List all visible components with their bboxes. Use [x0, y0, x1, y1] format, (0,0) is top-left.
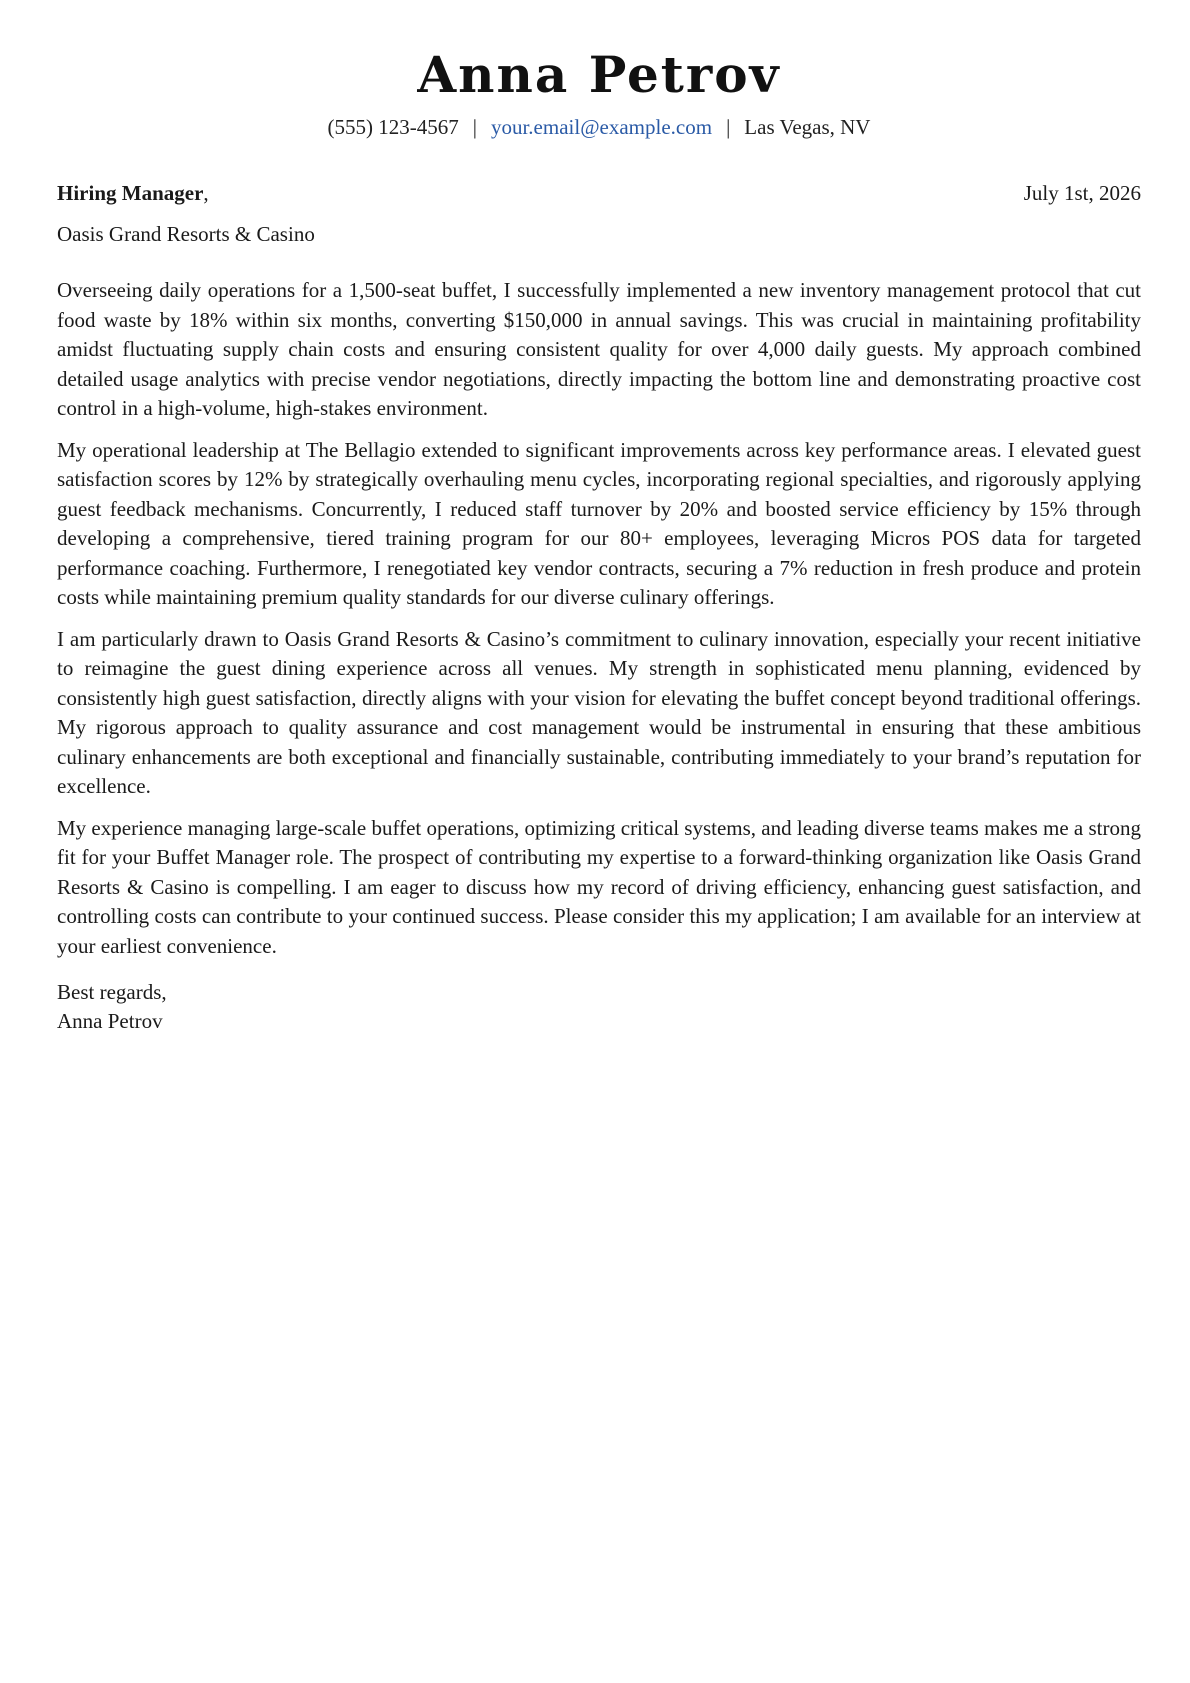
location: Las Vegas, NV [744, 115, 871, 139]
body-paragraph: Overseeing daily operations for a 1,500-seat buffet, I successfully implemented a new inventory management protocol that cut food waste by 18% within six months, converting $150,000 in annual savings. This was crucial in maintaining profitability amidst fluctuating supply chain costs and ensuring consistent quality for over 4,000 daily guests. My approach combined detailed usage analytics with precise vendor negotiations, directly impacting the bottom line and demonstrating proactive cost control in a high-volume, high-stakes environment. [57, 278, 1141, 420]
cover-letter-page [57, 0, 1141, 1036]
recipient-row [57, 180, 1141, 206]
separator: | [726, 115, 731, 139]
body-paragraph: My operational leadership at The Bellagio extended to significant improvements across key performance areas. I elevated guest satisfaction scores by 12% by strategically overhauling menu cycles, incorporating regional specialties, and rigorously applying guest feedback mechanisms. Concurrently, I reduced staff turnover by 20% and boosted service efficiency by 15% through developing a comprehensive, tiered training program for our 80+ employees, leveraging Micros POS data for targeted performance coaching. Furthermore, I renegotiated key vendor contracts, securing a 7% reduction in fresh produce and protein costs while maintaining premium quality standards for our diverse culinary offerings. [57, 437, 1141, 609]
closing-salutation: Best regards, [57, 980, 167, 1004]
recipient-title [57, 180, 209, 206]
body-paragraph: My experience managing large-scale buffet operations, optimizing critical systems, and leading diverse teams makes me a strong fit for your Buffet Manager role. The prospect of contributing my expertise to a forward-thinking organization like Oasis Grand Resorts & Casino is compelling. I am eager to discuss how my record of driving efficiency, enhancing guest satisfaction, and controlling costs can contribute to your continued success. Please consider this my application; I am available for an interview at your earliest convenience. [57, 815, 1141, 958]
separator: | [472, 115, 477, 139]
phone-number: (555) 123-4567 [327, 115, 459, 139]
recipient-title-suffix: , [203, 181, 209, 205]
email-link[interactable]: your.email@example.com [490, 115, 713, 139]
signature-name: Anna Petrov [57, 1009, 163, 1033]
letter-date: July 1st, 2026 [1023, 181, 1141, 205]
contact-line [57, 114, 1141, 140]
closing [57, 978, 1141, 1036]
recipient-company: Oasis Grand Resorts & Casino [57, 222, 315, 246]
body-paragraph: I am particularly drawn to Oasis Grand Resorts & Casino’s commitment to culinary innovation, especially your recent initiative to reimagine the guest dining experience across all venues. My strength in sophisticated menu planning, evidenced by consistently high guest satisfaction, directly aligns with your vision for elevating the buffet concept beyond traditional offerings. My rigorous approach to quality assurance and cost management would be instrumental in ensuring that these ambitious culinary enhancements are both exceptional and financially sustainable, contributing immediately to your brand’s reputation for excellence. [57, 626, 1141, 798]
letter-body [57, 276, 1141, 961]
applicant-name: Anna Petrov [417, 45, 781, 104]
recipient-title-text: Hiring Manager [57, 181, 204, 205]
